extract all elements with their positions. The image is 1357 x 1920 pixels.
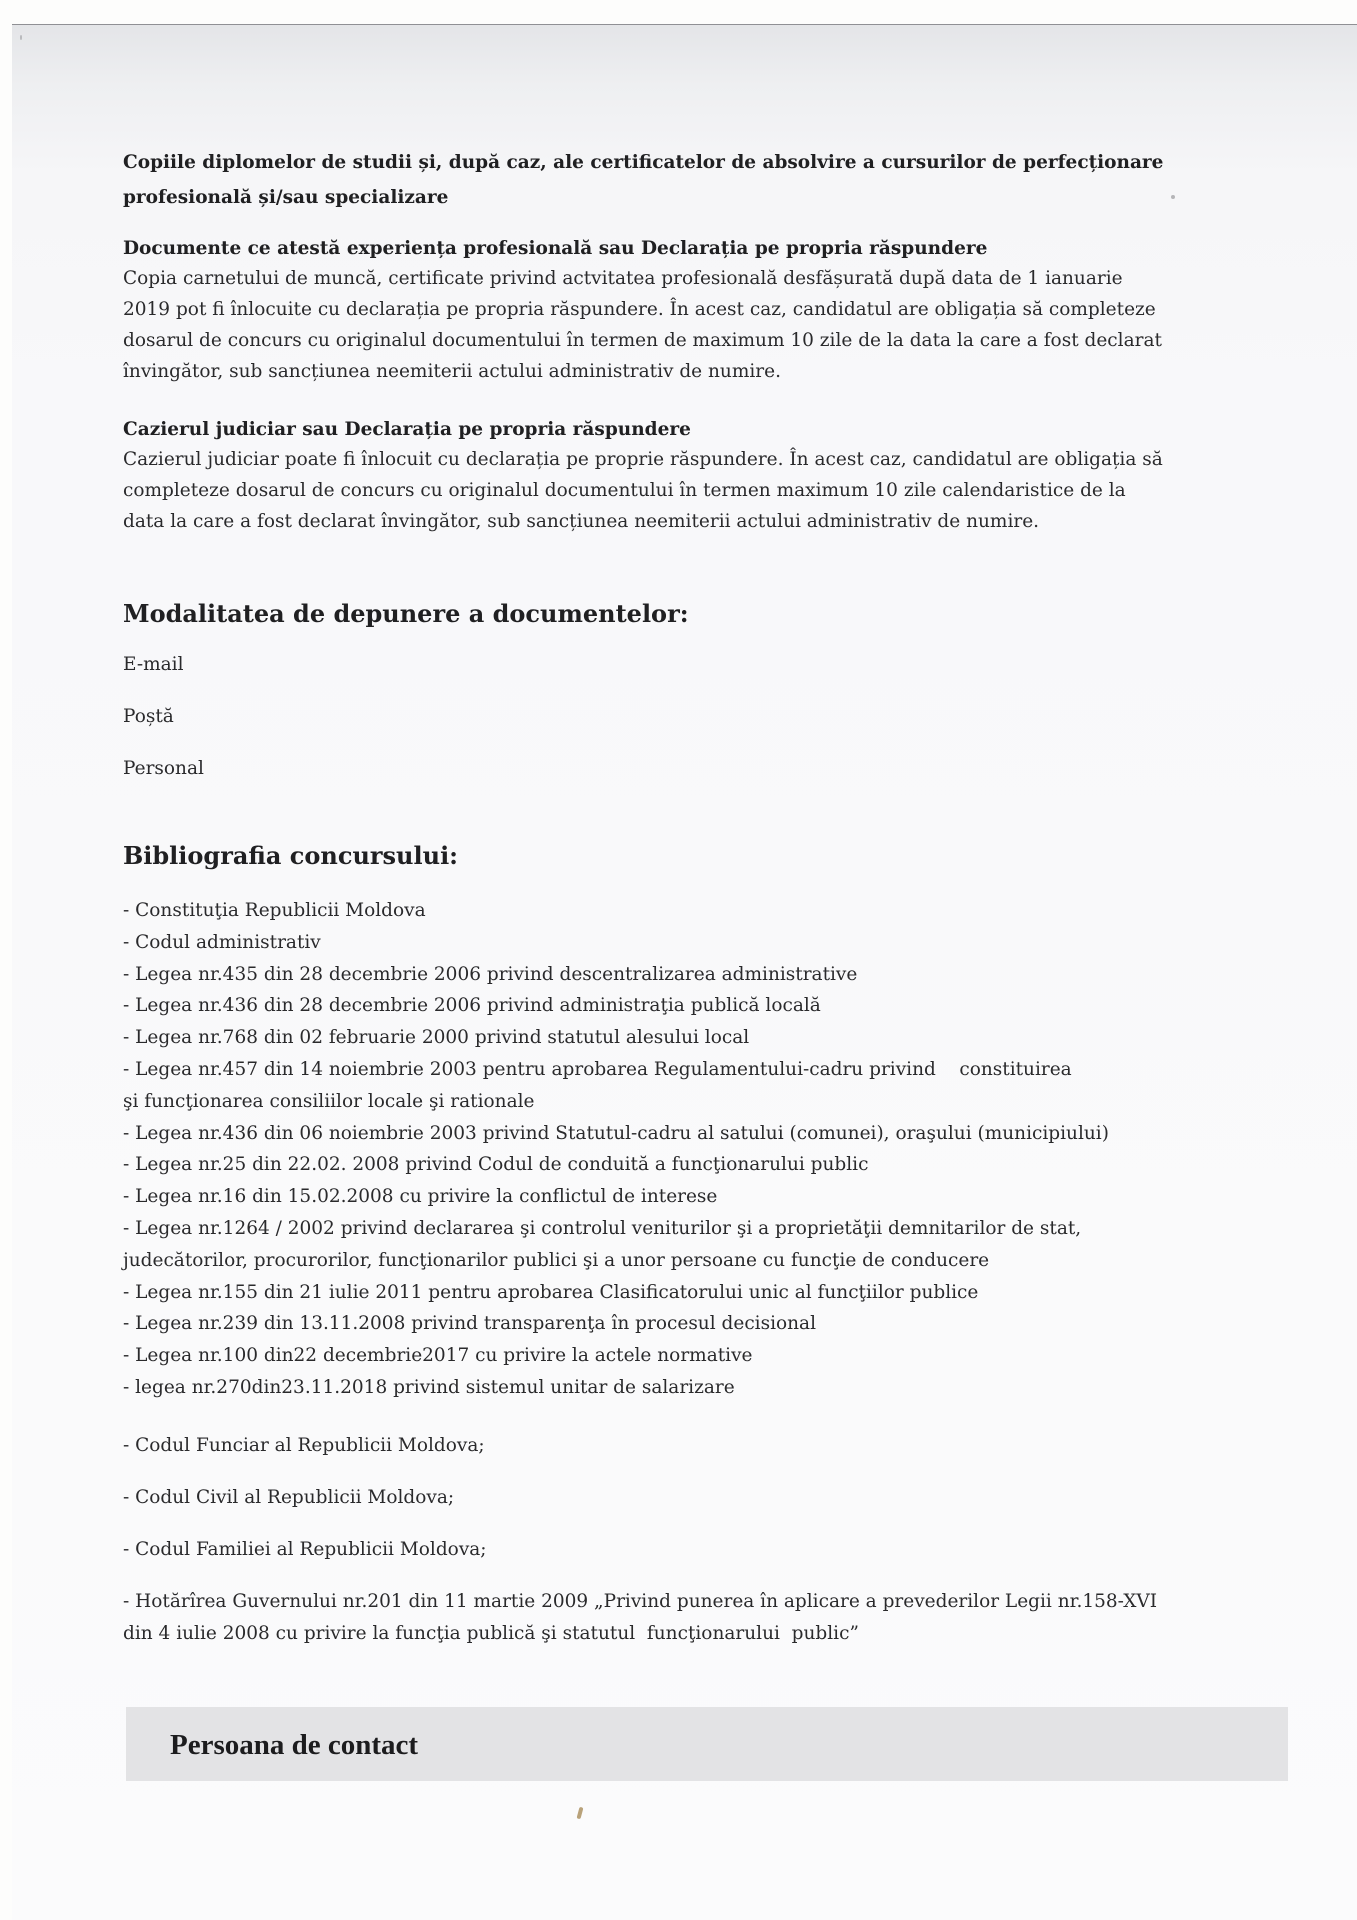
bibliography-government-decision [123,1586,1283,1650]
submission-method-post: Poștă [123,706,174,727]
requirement-criminal-record-title [123,412,1283,447]
bibliography-code-family: - Codul Familiei al Republicii Moldova; [123,1539,487,1560]
requirement-experience-title [123,231,1283,266]
bibliography-item-continuation: şi funcţionarea consiliilor locale şi rationale [123,1090,535,1112]
bibliography-item: - Legea nr.435 din 28 decembrie 2006 privind descentralizarea administrative [123,963,858,985]
body-line: Cazierul judiciar poate fi înlocuit cu declarația pe proprie răspundere. În acest caz, candidatul are obligația să [123,449,1163,470]
body-line: completeze dosarul de concurs cu originalul documentului în termen maximum 10 zile calendaristice de la [123,480,1126,501]
title-line: Cazierul judiciar sau Declarația pe propria răspundere [123,419,691,440]
title-line: profesională și/sau specializare [123,187,449,208]
title-line: Documente ce atestă experiența profesională sau Declarația pe propria răspundere [123,238,988,259]
bibliography-item: - Legea nr.100 din22 decembrie2017 cu privire la actele normative [123,1345,753,1367]
paper-sheet [12,24,1357,1920]
bibliography-item: - legea nr.270din23.11.2018 privind sistemul unitar de salarizare [123,1376,735,1398]
decision-line: din 4 iulie 2008 cu privire la funcţia publică şi statutul funcţionarului public” [123,1622,859,1644]
requirement-criminal-record-body [123,444,1283,537]
submission-method-email: E-mail [123,654,184,675]
body-line: 2019 pot fi înlocuite cu declarația pe propria răspundere. În acest caz, candidatul are obligația să completeze [123,299,1156,320]
title-line: Copiile diplomelor de studii și, după caz, ale certificatelor de absolvire a cursurilor de perfecționare [123,152,1164,173]
bibliography-item-continuation: judecătorilor, procurorilor, funcţionarilor publici şi a unor persoane cu funcţie de conducere [123,1249,990,1271]
scan-speck [577,1807,584,1820]
scan-mark [20,35,22,40]
body-line: învingător, sub sancțiunea neemiterii actului administrativ de numire. [123,361,781,382]
body-line: dosarul de concurs cu originalul documentului în termen de maximum 10 zile de la data la care a fost declarat [123,330,1162,351]
bibliography-item: - Legea nr.16 din 15.02.2008 cu privire la conflictul de interese [123,1186,718,1208]
requirement-diplomas-title [123,145,1283,215]
bibliography-item: - Legea nr.768 din 02 februarie 2000 privind statutul alesului local [123,1027,750,1049]
bibliography-item: - Constituţia Republicii Moldova [123,900,426,921]
contact-person-section [126,1707,1288,1781]
submission-method-personal: Personal [123,758,204,779]
contact-person-heading: Persoana de contact [170,1729,419,1761]
decision-line: - Hotărîrea Guvernului nr.201 din 11 martie 2009 „Privind punerea în aplicare a prevederilor Legii nr.158-XVI [123,1591,1158,1612]
body-line: Copia carnetului de muncă, certificate privind actvitatea profesională desfășurată după data de 1 ianuarie [123,268,1123,289]
body-line: data la care a fost declarat învingător, sub sancțiunea neemiterii actului administrativ de numire. [123,511,1040,532]
bibliography-heading: Bibliografia concursului: [123,841,459,870]
bibliography-list [123,895,1283,1404]
scan-dot [1171,195,1175,199]
bibliography-item: - Legea nr.25 din 22.02. 2008 privind Codul de conduită a funcţionarului public [123,1154,869,1176]
bibliography-item: - Legea nr.436 din 28 decembrie 2006 privind administraţia publică locală [123,995,821,1017]
requirement-experience-body [123,263,1283,387]
bibliography-code-civil: - Codul Civil al Republicii Moldova; [123,1487,455,1508]
bibliography-item: - Legea nr.1264 / 2002 privind declararea şi controlul veniturilor şi a proprietăţii demnitarilor de stat, [123,1217,1082,1239]
submission-heading: Modalitatea de depunere a documentelor: [123,599,689,628]
bibliography-item: - Legea nr.436 din 06 noiembrie 2003 privind Statutul-cadru al satului (comunei), oraşului (municipiului) [123,1122,1109,1144]
bibliography-item: - Codul administrativ [123,931,321,953]
bibliography-code-land: - Codul Funciar al Republicii Moldova; [123,1435,485,1456]
bibliography-item: - Legea nr.155 din 21 iulie 2011 pentru aprobarea Clasificatorului unic al funcţiilor publice [123,1281,979,1303]
bibliography-item: - Legea nr.239 din 13.11.2008 privind transparenţa în procesul decisional [123,1313,817,1335]
bibliography-item: - Legea nr.457 din 14 noiembrie 2003 pentru aprobarea Regulamentului-cadru privind constituirea [123,1058,1072,1080]
